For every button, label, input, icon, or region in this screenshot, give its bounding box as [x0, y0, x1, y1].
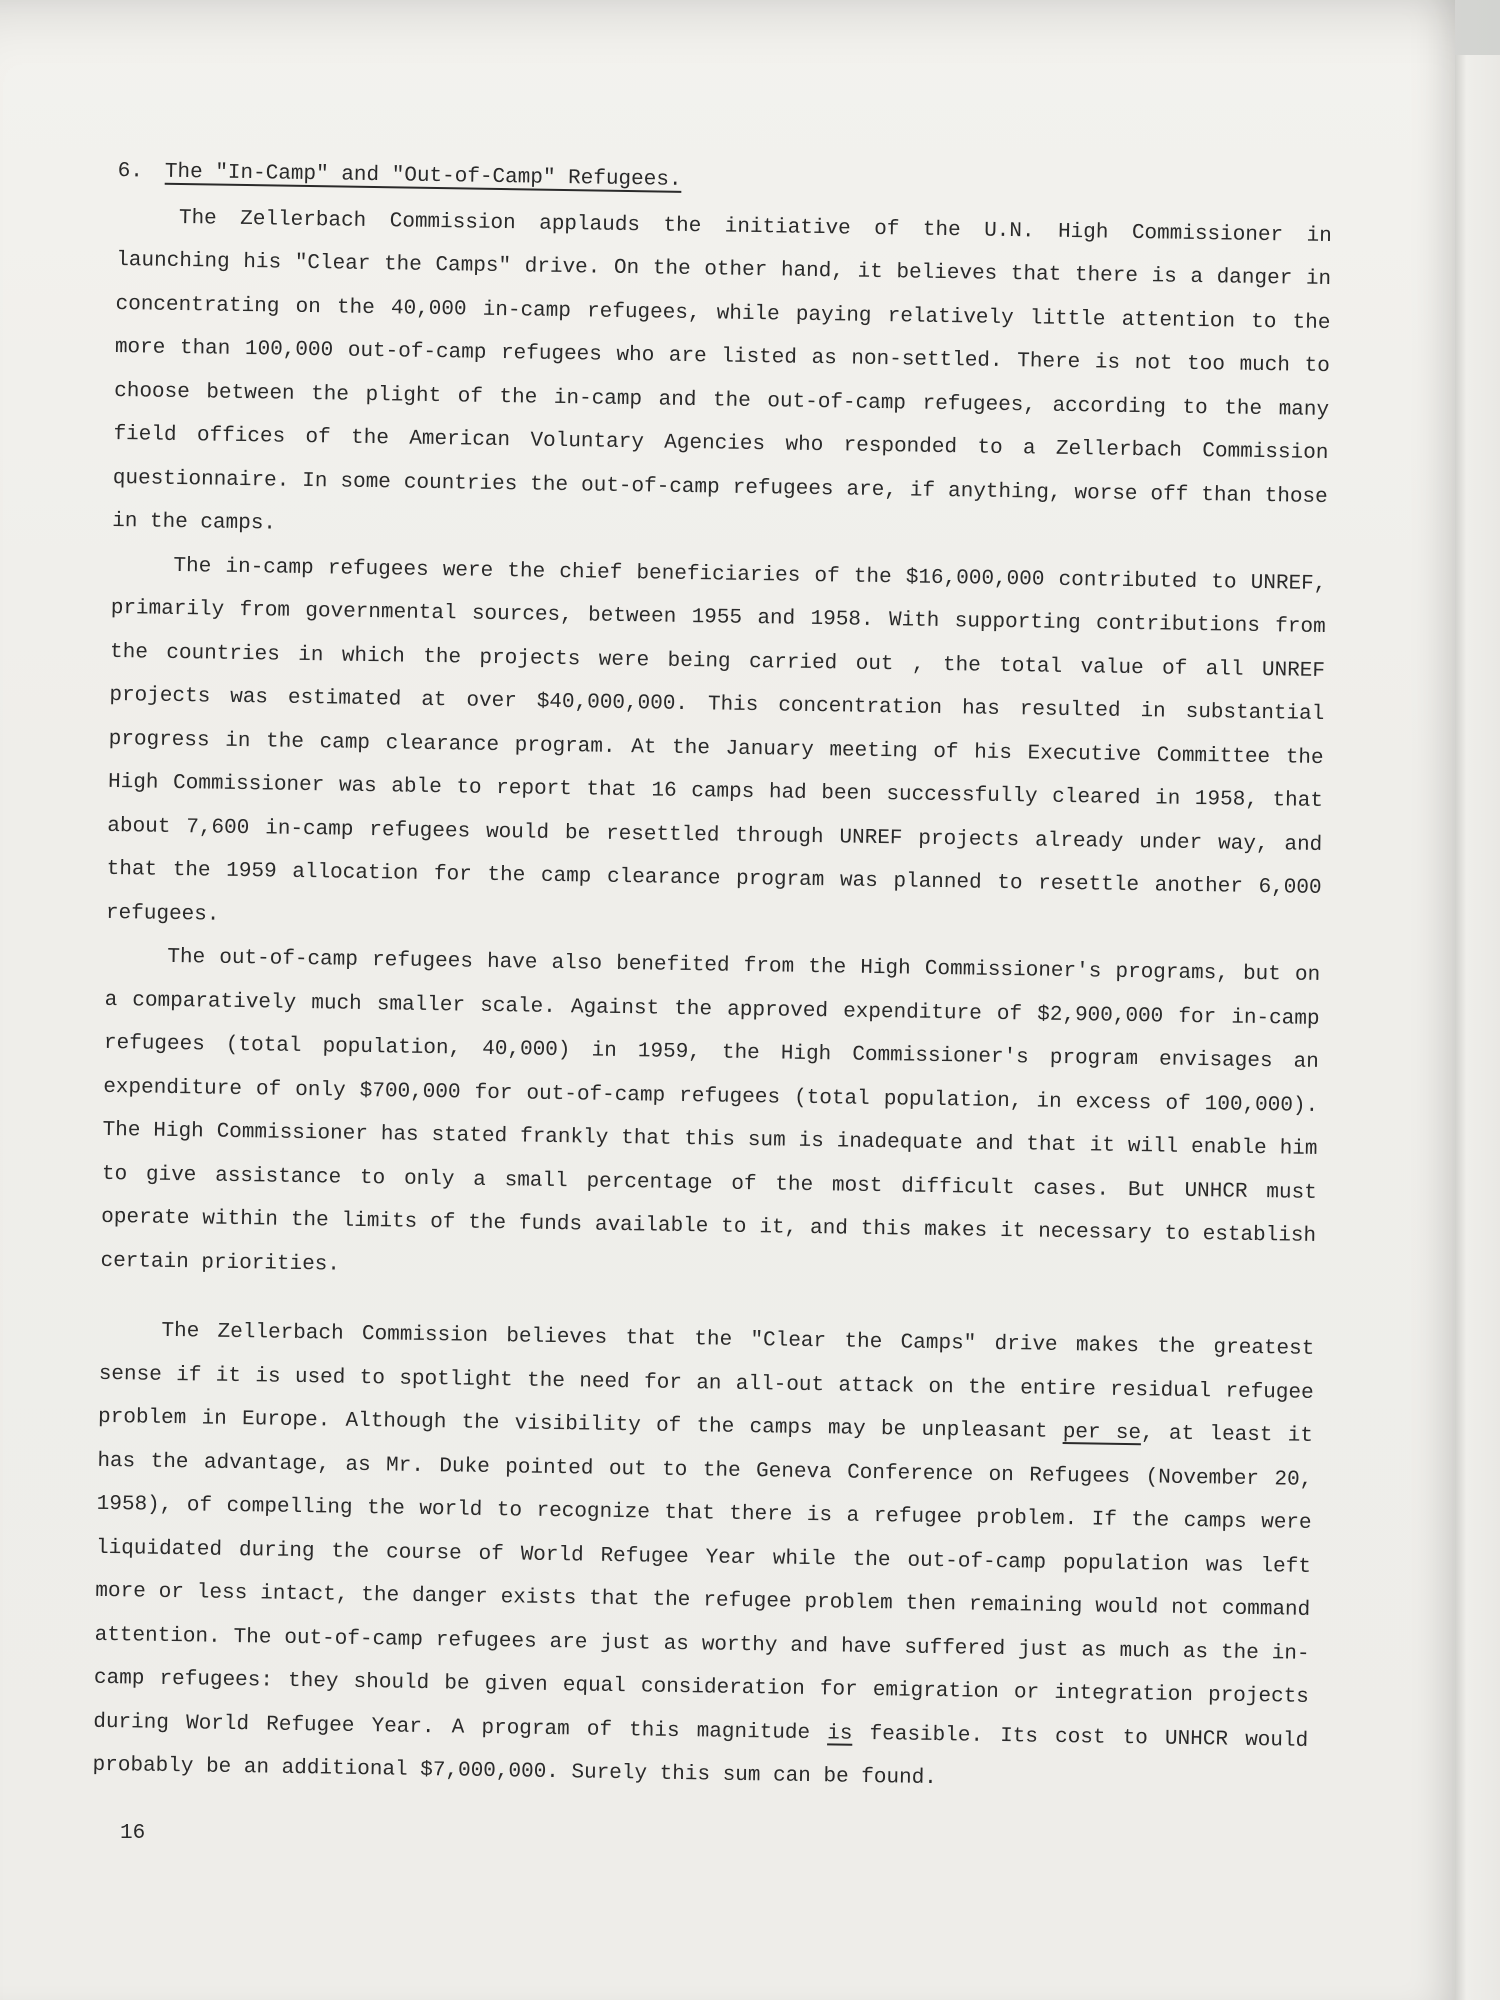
paragraph-text: , at least it has the advantage, as Mr. Duke pointed out to the Geneva Conference on Refugees (November 20, 1958), of compelling the world to recognize that there is a refugee problem. If the camps were liquidated during the course of World Refugee Year while the out-of-camp population was left more or less intact, the danger exists that the refugee problem then remaining would not command attention. The out-of-camp refugees are just as worthy and have suffered just as much as the in-camp refugees: they should be given equal consideration for emigration or integration projects during World Refugee Year. A program of this magnitude — [93, 1422, 1314, 1745]
underlined-text: per se — [1062, 1420, 1142, 1446]
section-number: 6. — [117, 159, 144, 184]
paragraph — [92, 1309, 1314, 1807]
paragraph-text: The out-of-camp refugees have also benefited from the High Commissioner's programs, but on a comparatively much smaller scale. Against the approved expenditure of $2,900,000 for in-camp refugees (total population, 40,000) in 1959, the High Commissioner's program envisages an expenditure of only $700,000 for out-of-camp refugees (total population, in excess of 100,000). The High Commissioner has stated frankly that this sum is inadequate and that it will enable him to give assistance to only a small percentage of the most difficult cases. But UNHCR must operate within the limits of the funds available to it, and this makes it necessary to establish certain priorities. — [100, 945, 1321, 1277]
paragraph-text: The in-camp refugees were the chief beneficiaries of the $16,000,000 contributed to UNREF, primarily from governmental sources, between 1955 and 1958. With supporting contributions from the countries in which the projects were being carried out , the total value of all UNREF projects was estimated at over $40,000,000. This concentration has resulted in substantial progress in the camp clearance program. At the January meeting of his Executive Committee the High Commissioner was able to report that 16 camps had been successfully cleared in 1958, that about 7,600 in-camp refugees would be resettled through UNREF projects already under way, and that the 1959 allocation for the camp clearance program was planned to resettle another 6,000 refugees. — [105, 554, 1327, 927]
paragraph-text: The Zellerbach Commission believes that the "Clear the Camps" drive makes the greatest sense if it is used to spotlight the need for an all-out attack on the entire residual refugee problem in Europe. Although the visibility of the camps may be unpleasant — [97, 1319, 1315, 1444]
underlined-text: is — [827, 1721, 853, 1746]
page-number: 16 — [120, 1822, 146, 1845]
paragraph-text: feasible. Its cost to UNHCR would probably be an additional $7,000,000. Surely this sum can be found. — [92, 1722, 1309, 1791]
paragraph — [106, 543, 1327, 954]
paragraph — [112, 195, 1332, 562]
paragraph — [100, 935, 1320, 1302]
paragraph-text: The Zellerbach Commission applauds the initiative of the U.N. High Commissioner in launching his "Clear the Camps" drive. On the other hand, it believes that there is a danger in concentrating on the 40,000 in-camp refugees, while paying relatively little attention to the more than 100,000 out-of-camp refugees who are listed as non-settled. There is not too much to choose between the plight of the in-camp and the out-of-camp refugees, according to the many field offices of the American Voluntary Agencies who responded to a Zellerbach Commission questionnaire. In some countries the out-of-camp refugees are, if anything, worse off than those in the camps. — [111, 206, 1332, 536]
section-title: The "In-Camp" and "Out-of-Camp" Refugees. — [164, 160, 682, 192]
page-content — [92, 150, 1333, 1806]
next-page-edge — [1451, 55, 1500, 2000]
